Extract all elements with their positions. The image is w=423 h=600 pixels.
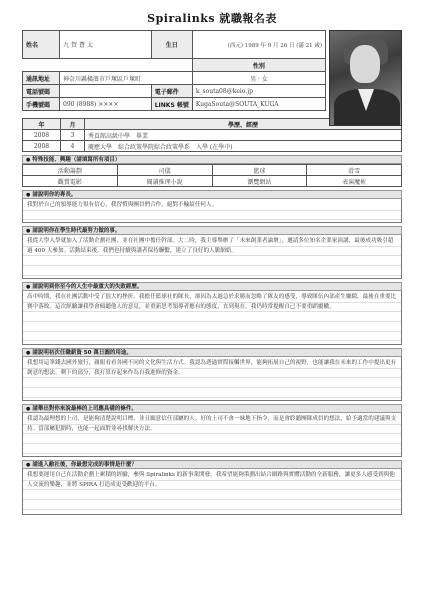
bullet-icon: ● — [26, 228, 31, 234]
section-answer: 高中時期，我在社團活動中受了很大的挫折。我擔任籃球社的隊長，卻因為太過急於求勝而忽略了隊友的感受，導致隊伍內部產生嫌隙，最後在重要比賽中落敗。這次經驗讓我學會傾聽他人的意見，並重新思考領導者應有的態度，直到現在，我仍時常提醒自己不要重蹈覆轍。 — [22, 291, 402, 345]
specialty-section — [22, 190, 402, 223]
name-label: 姓名 — [23, 31, 60, 59]
phone-label: 電話號碼 — [23, 85, 60, 98]
application-form — [22, 8, 402, 515]
edu-detail-header: 學歷、經歷 — [85, 119, 402, 130]
salary-use-section — [22, 348, 402, 401]
goal-section — [22, 460, 402, 515]
table-row: 2008 4 慶應大學 綜合政策學院綜合政策學系 入學 (在學中) — [23, 141, 402, 152]
name-value: 九賀蒼太 — [60, 31, 152, 59]
section-answer: 我想要運用自己在活動企劃上累積的經驗，參與 Spiralinks 的新事業開發。我希望能夠策劃出結合網路與實體活動的全新服務，讓更多人感受到與他人交流的樂趣，並將 SPIRA 打造成更受歡迎的平台。 — [22, 469, 402, 515]
ideal-boss-section — [22, 404, 402, 457]
skill-item: 瀏覽網站 — [212, 176, 307, 187]
skill-item: 表演魔術 — [307, 176, 402, 187]
bullet-icon: ● — [26, 350, 31, 356]
skill-item: 活動籌劃 — [23, 165, 118, 176]
section-heading: 請舉出對你來說最棒的上司應具備的條件。 — [32, 406, 137, 412]
mobile-value: 090 (8988) ×××× — [60, 98, 152, 111]
dob-label: 生日 — [151, 31, 192, 59]
skills-section — [22, 155, 402, 187]
gender-value: 男 · 女 — [192, 72, 325, 85]
skill-item: 滑雪 — [307, 165, 402, 176]
section-heading: 請說明你的專長。 — [32, 192, 77, 198]
bullet-icon: ● — [26, 157, 31, 163]
bullet-icon: ● — [26, 462, 31, 468]
gender-label: 性別 — [192, 59, 325, 72]
section-heading: 請說明你在學生時代最努力做的事。 — [32, 228, 121, 234]
dob-value: (西元) 1989 年 9 月 26 日 (滿 21 歲) — [192, 31, 325, 59]
edu-month-header: 月 — [61, 119, 85, 130]
section-heading: 請說明到你至今的人生中最重大的失敗經歷。 — [32, 284, 143, 290]
links-value: KugaSouta@SOUTA_KUGA — [192, 98, 325, 111]
bullet-icon: ● — [26, 192, 31, 198]
personal-info-table — [22, 30, 326, 111]
section-answer: 我對於自己的領導能力很有信心，我習慣與團員們合作，絕對不輸給任何人。 — [22, 199, 402, 223]
personal-info-block — [22, 30, 402, 126]
skills-heading: 特殊技能、興趣（請填寫所有項目） — [32, 157, 121, 163]
edu-year-header: 年 — [23, 119, 61, 130]
phone-value — [60, 85, 152, 98]
applicant-photo — [329, 30, 402, 126]
skill-item: 籃球 — [212, 165, 307, 176]
skill-item: 閱讀推理小說 — [117, 176, 212, 187]
address-value: 神奈川縣橫濱市戶塚區戶塚町 — [60, 72, 193, 85]
address-label: 通訊地址 — [23, 72, 60, 85]
bullet-icon: ● — [26, 284, 31, 290]
skills-table — [22, 164, 402, 187]
section-heading: 請進入敝社後，你最想完成的事情是什麼？ — [32, 462, 137, 468]
student-effort-section — [22, 226, 402, 279]
section-answer: 我想用這筆錢去國外旅行，親眼看看各國不同的文化與生活方式。我認為透過實際接觸世界，能夠拓展自己的視野，也能讓我在未來的工作中提出更有創意的想法。剩下的部分，我打算存起來作為自我進修的資金。 — [22, 357, 402, 401]
links-label: LINKS 帳號 — [151, 98, 192, 111]
mobile-label: 手機號碼 — [23, 98, 60, 111]
skill-item: 觀賞電影 — [23, 176, 118, 187]
skill-item: 司儀 — [117, 165, 212, 176]
table-row: 2008 3 秀貢館高級中學 畢業 — [23, 130, 402, 141]
section-heading: 請說明初次任職薪資 50 萬日圓的用途。 — [32, 350, 132, 356]
failure-section — [22, 282, 402, 345]
form-title: Spiralinks 就職報名表 — [147, 12, 277, 25]
bullet-icon: ● — [26, 406, 31, 412]
section-answer: 我認為最理想的上司，是能夠清楚說明目標、並且願意信任部屬的人。好的上司不會一味地下指令，而是會聆聽團隊成員的想法，給予適當的建議與支持。當部屬犯錯時，也能一起面對並尋找解決方法。 — [22, 413, 402, 457]
section-answer: 我從大學入學就加入了活動企劃社團，並在社團中擔任幹部。大二時，我主導舉辦了「未來創業者論壇」，邀請多位知名企業家演講，最後成功吸引超過 400 人參加。活動結束後，我們也持續與講者保持聯繫，建立了良好的人脈網絡。 — [22, 235, 402, 279]
email-label: 電子郵件 — [151, 85, 192, 98]
email-value: k_souta08@keio.jp — [192, 85, 325, 98]
